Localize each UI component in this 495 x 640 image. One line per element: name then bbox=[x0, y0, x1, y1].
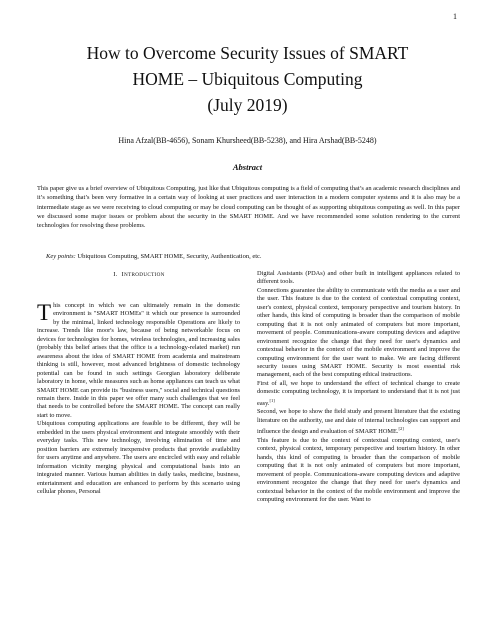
right-paragraph-4-text: Second, we hope to show the field study and present literature that the existing literature on the authority, use and date of internal technologies can support and influence the design and evaluation of SMART HOME. bbox=[257, 408, 460, 436]
abstract-heading: Abstract bbox=[232, 162, 263, 172]
section-heading-introduction bbox=[37, 271, 241, 278]
title-line-3: (July 2019) bbox=[207, 95, 288, 115]
title-line-2: HOME – Ubiquitous Computing bbox=[132, 69, 363, 89]
section-number: I. bbox=[113, 271, 118, 278]
right-column bbox=[257, 270, 460, 504]
right-paragraph-5: This feature is due to the context of contextual computing context, user's context, physical context, temporary perspective and tourism history. In other hands, this kind of computing is broader than the comparison of mobile computing that it is not only animated of computers but more important, movement of people. Communications-aware computing devices and adaptive environment recognize the change that they need for user's dynamics and contextual behavior in the context of the mobile environment and improve the computing environment for the user. Want to bbox=[257, 436, 460, 503]
left-column bbox=[37, 302, 240, 496]
right-paragraph-3-text: First of all, we hope to understand the effect of technical change to create domestic computing technology, it is important to understand that it is not just easy. bbox=[257, 379, 460, 407]
right-paragraph-3 bbox=[257, 380, 460, 408]
page-number: 1 bbox=[453, 12, 457, 21]
keywords-label: Key points: bbox=[46, 253, 76, 260]
right-paragraph-4 bbox=[257, 408, 460, 436]
intro-paragraph-1 bbox=[37, 302, 240, 420]
abstract-text: This paper give us a brief overview of Ubiquitous Computing, just like that Ubiquitous computing is a field of computing that’s an academic research disciplines and it’s something that’s been very formative in a certain way of looking at user practices and user interaction in a modern computer systems and it is also may be a intermediate stage as we were receiving to cloud computing or may be cloud computing can be thought of as supporting ubiquitous computing as well. In this paper we discussed some major issues or problem about the security in the SMART HOME. And we have recommended some solution rendering to the current technologies for resolving these problems. bbox=[37, 185, 460, 230]
citation-2: [2] bbox=[398, 426, 404, 432]
right-paragraph-2: Connections guarantee the ability to communicate with the media as a user and the user. This feature is due to the context of contextual computing context, user's context, physical context, temporary perspective and tourism history. In other hands, this kind of computing is broader than the comparison of mobile computing that it is not only animated of computers but more important, movement of people. Communications-aware computing devices and adaptive environment recognize the change that they need for user's dynamics and contextual behavior in the context of the mobile environment and improve the computing environment for the user want to make. We are facing different security issues using SMART HOME. Security is most essential risk management, each of the best computing ethical instructions. bbox=[257, 286, 460, 379]
intro-paragraph-2: Ubiquitous computing applications are feasible to be different, they will be embedded in the users physical environment and integrate smoothly with their everyday tasks. This new technology, involving elimination of time and position barriers are extremely inexpensive products that provide availability for users anytime and anywhere. The users are encircled with easy and reliable information vicinity merging physical and computational basis into an integrated manner. Various human abilities in daily tasks, medicine, business, entertainment and education are enhanced to perform by this scenario using cellular phones, Personal bbox=[37, 420, 240, 495]
keywords bbox=[46, 252, 460, 261]
section-title-rest: NTRODUCTION bbox=[123, 272, 165, 278]
section-title-first: I bbox=[121, 271, 124, 278]
title-line-1: How to Overcome Security Issues of SMART bbox=[86, 43, 409, 63]
author-list: Hina Afzal(BB-4656), Sonam Khursheed(BB-5238), and Hira Arshad(BB-5248) bbox=[118, 136, 377, 145]
right-paragraph-1: Digital Assistants (PDAs) and other built in intelligent appliances related to different tools. bbox=[257, 270, 460, 286]
paper-title bbox=[20, 40, 475, 118]
keywords-text: Ubiquitous Computing, SMART HOME, Security, Authentication, etc. bbox=[75, 253, 262, 260]
citation-1: [1] bbox=[269, 397, 275, 403]
intro-paragraph-1-text: his concept in which we can ultimately remain in the domestic environment is "SMART HOMEs" it which our presence is surrounded by the minimal, linked technology responsible Operations are likely to increase. Trends like moor's law, because of being networkable focus on devices for technologies for homes, wireless technologies, and increasing sales (probably this belief arises that the office is a technology-related market) run awareness about the idea of SMART HOME from academia and mainstream thinking is still, however, most advanced brightness of domestic technology potential can be found in such settings Georgian laboratory deliberate laboratory in home, while measures such as home appliances can teach us what SMART HOME can provide its "business users," social and technical questions remain there. Inside in this paper we offer many such challenges that we feel that needs to be controlled before the SMART HOME. The concept can really start to move. bbox=[37, 302, 240, 419]
drop-cap: T bbox=[37, 300, 52, 325]
